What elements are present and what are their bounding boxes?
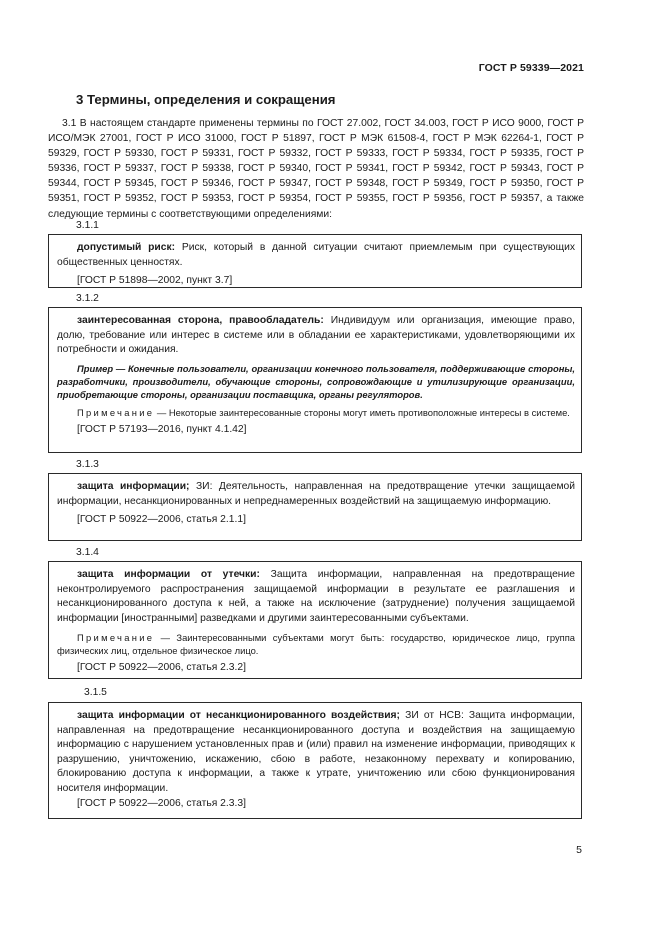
term-definition-text: Риск, который в данной ситуации считают приемлемым при существующих общественных ценностях. — [57, 242, 575, 268]
page-number: 5 — [576, 844, 582, 856]
term-definition-text: ЗИ от НСВ: Защита информации, направленная на предотвращение несанкционированного доступа и воздействия на защищаемую информацию с нарушением установленных прав и (или) правил на изменение информации, приводящих к разрушению, уничтожению, искажению, сбою в работе, незаконному перехвату и копированию, блокированию доступа к информации, а также к утрате, уничтожению или сбою функционирования носителя информации. — [57, 710, 575, 794]
term-definition — [57, 241, 575, 270]
term-note — [57, 406, 575, 419]
term-definition — [57, 480, 575, 509]
term-number-3-1-2: 3.1.2 — [76, 293, 99, 304]
intro-paragraph — [48, 116, 584, 222]
document-code: ГОСТ Р 59339—2021 — [478, 62, 584, 74]
term-box-3-1-5 — [48, 702, 582, 819]
intro-text: В настоящем стандарте применены термины по ГОСТ 27.002, ГОСТ 34.003, ГОСТ Р ИСО 9000, ГОСТ Р ИСО/МЭК 27001, ГОСТ Р ИСО 31000, ГОСТ Р 51897, ГОСТ Р МЭК 61508-4, ГОСТ Р МЭК 62264-1, ГОСТ Р 59329, ГОСТ Р 59330, ГОСТ Р 59331, ГОСТ Р 59332, ГОСТ Р 59333, ГОСТ Р 59334, ГОСТ Р 59335, ГОСТ Р 59336, ГОСТ Р 59337, ГОСТ Р 59338, ГОСТ Р 59340, ГОСТ Р 59341, ГОСТ Р 59342, ГОСТ Р 59343, ГОСТ Р 59344, ГОСТ Р 59345, ГОСТ Р 59346, ГОСТ Р 59347, ГОСТ Р 59348, ГОСТ Р 59349, ГОСТ Р 59350, ГОСТ Р 59351, ГОСТ Р 59352, ГОСТ Р 59353, ГОСТ Р 59354, ГОСТ Р 59355, ГОСТ Р 59356, ГОСТ Р 59357, а также следующие термины с соответствующими определениями: — [48, 118, 584, 220]
term-definition — [57, 568, 575, 626]
term-source: [ГОСТ Р 57193—2016, пункт 4.1.42] — [77, 423, 247, 435]
term-source: [ГОСТ Р 50922—2006, статья 2.1.1] — [77, 514, 246, 526]
term-name: защита информации от утечки: — [77, 569, 260, 580]
term-example — [57, 362, 575, 401]
example-label: Пример — — [77, 362, 126, 374]
term-box-3-1-2 — [48, 307, 582, 453]
term-definition — [57, 709, 575, 797]
term-definition — [57, 314, 575, 358]
term-source: [ГОСТ Р 50922—2006, статья 2.3.3] — [77, 797, 246, 809]
term-number-3-1-3: 3.1.3 — [76, 459, 99, 470]
term-name: защита информации; — [77, 481, 190, 492]
term-box-3-1-1 — [48, 234, 582, 288]
note-label: Примечание — [77, 632, 155, 644]
intro-number: 3.1 — [62, 118, 77, 129]
term-box-3-1-4 — [48, 561, 582, 679]
section-title: 3 Термины, определения и сокращения — [76, 92, 336, 107]
term-definition-text: Индивидуум или организация, имеющие право, долю, требование или интерес в системе или в обладании ее характеристиками, удовлетворяющими их потребности и ожидания. — [57, 315, 575, 356]
term-source: [ГОСТ Р 50922—2006, статья 2.3.2] — [77, 662, 246, 674]
term-box-3-1-3 — [48, 473, 582, 541]
term-note — [57, 631, 575, 657]
term-definition-text: ЗИ: Деятельность, направленная на предотвращение утечки защищаемой информации, несанкционированных и непреднамеренных воздействий на защищаемую информацию. — [57, 481, 575, 507]
term-name: защита информации от несанкционированного воздействия; — [77, 710, 400, 721]
term-definition-text: Защита информации, направленная на предотвращение неконтролируемого распространения защищаемой информации в результате ее разглашения и несанкционированного доступа к ней, а также на исключение (затруднение) получения защищаемой информации [иностранными] разведками и другими заинтересованными субъектами. — [57, 569, 575, 624]
note-text: — Заинтересованными субъектами могут быть: государство, юридическое лицо, группа физических лиц, отдельное физическое лицо. — [57, 632, 575, 657]
note-label: Примечание — [77, 406, 155, 418]
term-name: заинтересованная сторона, правообладатель: — [77, 315, 324, 326]
term-number-3-1-1: 3.1.1 — [76, 220, 99, 231]
term-number-3-1-4: 3.1.4 — [76, 547, 99, 558]
term-name: допустимый риск: — [77, 242, 176, 253]
term-number-3-1-5: 3.1.5 — [84, 687, 107, 698]
note-text: — Некоторые заинтересованные стороны могут иметь противоположные интересы в системе. — [156, 406, 570, 418]
example-text: Конечные пользователи, организации конечного пользователя, поддерживающие стороны, разработчики, производители, обучающие стороны, сопровождающие и утилизирующие организации, приобретающие стороны, организации поставщика, органы регуляторов. — [57, 362, 575, 400]
term-source: [ГОСТ Р 51898—2002, пункт 3.7] — [77, 275, 233, 287]
